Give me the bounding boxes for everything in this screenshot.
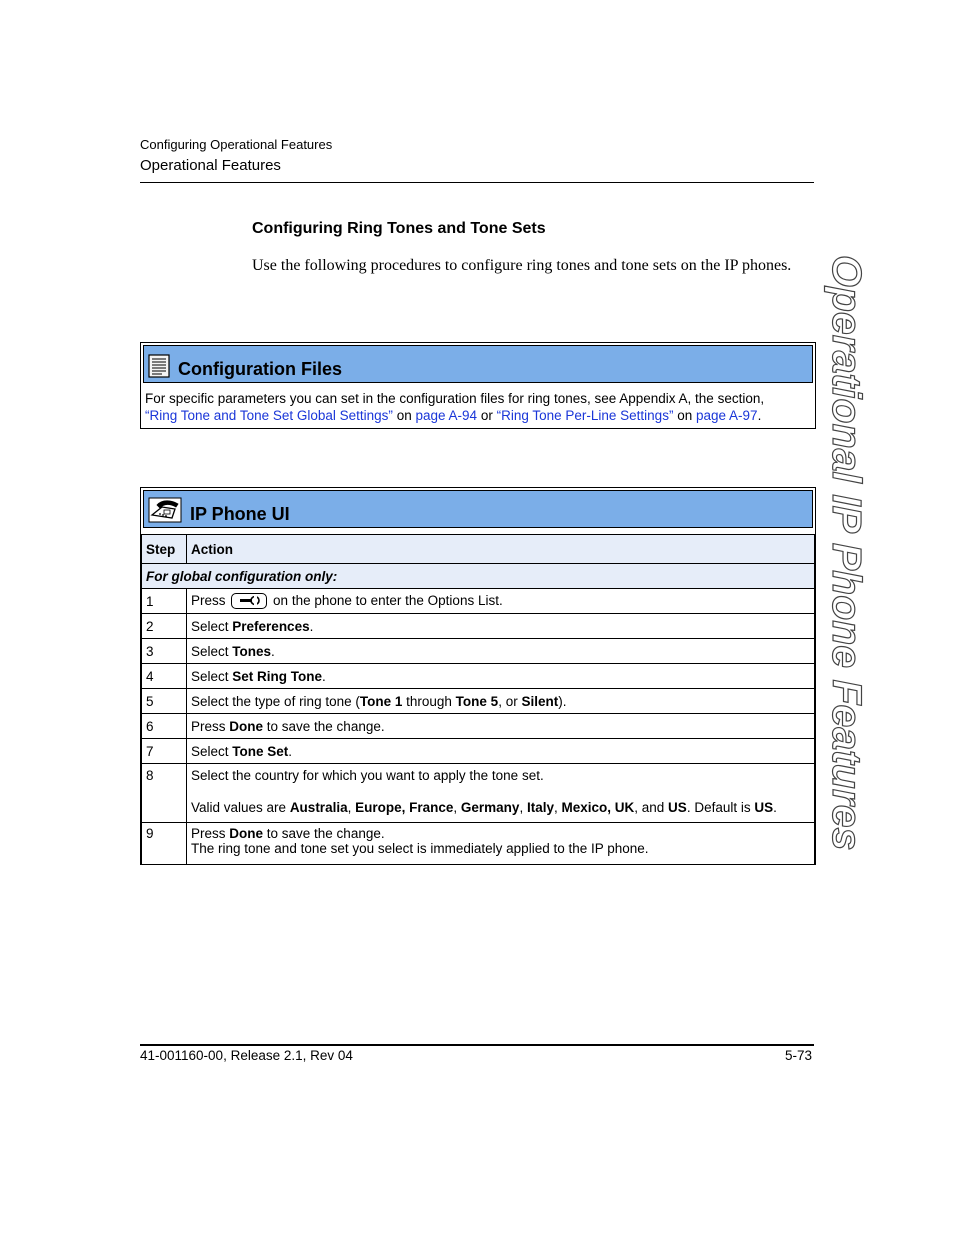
configuration-files-box — [140, 342, 816, 429]
action-text: Select the type of ring tone ( — [191, 693, 360, 709]
table-row — [142, 689, 815, 714]
action-text: to save the change. — [263, 718, 385, 734]
step-number: 3 — [142, 639, 187, 664]
table-row — [142, 823, 815, 865]
table-header-row — [142, 535, 815, 564]
action-text: . — [271, 643, 275, 659]
header-rule — [140, 182, 814, 183]
action-text: ). — [558, 693, 567, 709]
ip-phone-ui-title: IP Phone UI — [190, 504, 290, 524]
step-number: 4 — [142, 664, 187, 689]
action-bold: Europe, France — [355, 800, 454, 815]
options-key-icon — [231, 593, 267, 609]
step-number: 6 — [142, 714, 187, 739]
action-bold: Done — [229, 826, 264, 841]
action-text: to save the change. — [263, 826, 385, 841]
running-header-section: Operational Features — [140, 157, 281, 174]
step-action — [187, 764, 815, 823]
action-bold: Set Ring Tone — [232, 668, 323, 684]
section-title: Configuring Ring Tones and Tone Sets — [252, 220, 546, 237]
ip-phone-ui-box — [140, 487, 816, 865]
intro-paragraph: Use the following procedures to configure ring tones and tone sets on the IP phones. — [252, 257, 792, 274]
step-number: 9 — [142, 823, 187, 865]
action-bold: Italy — [526, 800, 554, 815]
action-text: , — [553, 800, 562, 815]
footer-page-number: 5-73 — [785, 1048, 813, 1063]
action-text: through — [402, 693, 456, 709]
step-action — [187, 589, 815, 614]
link-page-a94[interactable]: page A-94 — [415, 408, 478, 423]
action-text: Select — [191, 643, 233, 659]
action-text: Valid values are — [191, 800, 290, 815]
period-text: . — [757, 408, 762, 423]
action-bold: Mexico, UK — [561, 800, 635, 815]
ip-phone-ui-bar — [143, 490, 813, 528]
global-config-subheader: For global configuration only: — [142, 564, 815, 589]
configuration-files-title: Configuration Files — [178, 359, 342, 379]
action-text: . — [309, 618, 314, 634]
config-text: For specific parameters you can set in the configuration files for ring tones, see Appendix A, the section, — [145, 391, 765, 406]
step-action — [187, 614, 815, 639]
step-number: 8 — [142, 764, 187, 823]
step-action — [187, 714, 815, 739]
action-text: . — [322, 668, 326, 684]
action-bold: Australia — [289, 800, 348, 815]
action-text: Press — [191, 718, 230, 734]
step-number: 1 — [142, 589, 187, 614]
action-bold: Tone Set — [232, 743, 289, 759]
step-action — [187, 664, 815, 689]
step-action — [187, 639, 815, 664]
action-bold: Tone 1 — [359, 693, 403, 709]
on-text: on — [396, 408, 412, 423]
action-text: . — [773, 800, 777, 815]
action-bold: US — [754, 800, 774, 815]
step-action — [187, 739, 815, 764]
action-text: Press — [191, 592, 226, 608]
action-bold: US — [668, 800, 687, 815]
action-text: , or — [498, 693, 522, 709]
footer-doc-number: 41-001160-00, Release 2.1, Rev 04 — [140, 1048, 353, 1063]
valid-values-line — [191, 800, 810, 815]
link-per-line-settings[interactable]: “Ring Tone Per-Line Settings” — [496, 408, 674, 423]
configuration-files-text — [145, 390, 805, 424]
table-row — [142, 639, 815, 664]
table-row — [142, 714, 815, 739]
procedure-table — [141, 534, 815, 865]
step-action — [187, 689, 815, 714]
action-text: Select — [191, 743, 233, 759]
action-text: Select — [191, 668, 233, 684]
document-icon — [148, 354, 170, 378]
table-row — [142, 614, 815, 639]
action-text: , — [453, 800, 461, 815]
configuration-files-bar — [143, 345, 813, 383]
action-bold: Tone 5 — [455, 693, 499, 709]
step-number: 5 — [142, 689, 187, 714]
action-bold: Preferences — [232, 618, 310, 634]
action-text: . — [288, 743, 293, 759]
action-text: on the phone to enter the Options List. — [273, 592, 503, 608]
table-row — [142, 664, 815, 689]
step-action — [187, 823, 815, 865]
action-text: , and — [634, 800, 669, 815]
side-tab-title: Operational IP Phone Features — [824, 255, 870, 851]
action-text: . Default is — [686, 800, 755, 815]
action-text: , — [347, 800, 356, 815]
action-text: Select — [191, 618, 233, 634]
step-number: 2 — [142, 614, 187, 639]
action-text: Select the country for which you want to apply the tone set. — [191, 768, 544, 783]
action-bold: Tones — [232, 643, 272, 659]
action-bold: Germany — [460, 800, 520, 815]
column-header-action: Action — [187, 535, 815, 564]
footer-rule — [140, 1044, 814, 1046]
table-row — [142, 739, 815, 764]
action-text: , — [519, 800, 527, 815]
link-global-settings[interactable]: “Ring Tone and Tone Set Global Settings” — [145, 408, 393, 423]
table-subheader-row — [142, 564, 815, 589]
step-number: 7 — [142, 739, 187, 764]
or-text: or — [480, 408, 493, 423]
action-text: The ring tone and tone set you select is immediately applied to the IP phone. — [191, 841, 649, 856]
link-page-a97[interactable]: page A-97 — [696, 408, 758, 423]
on-text: on — [677, 408, 693, 423]
table-row — [142, 589, 815, 614]
action-bold: Done — [229, 718, 264, 734]
action-bold: Silent — [521, 693, 559, 709]
column-header-step: Step — [142, 535, 187, 564]
table-row — [142, 764, 815, 823]
action-text: Press — [191, 826, 230, 841]
phone-icon — [148, 497, 182, 523]
running-header-chapter: Configuring Operational Features — [140, 137, 333, 152]
